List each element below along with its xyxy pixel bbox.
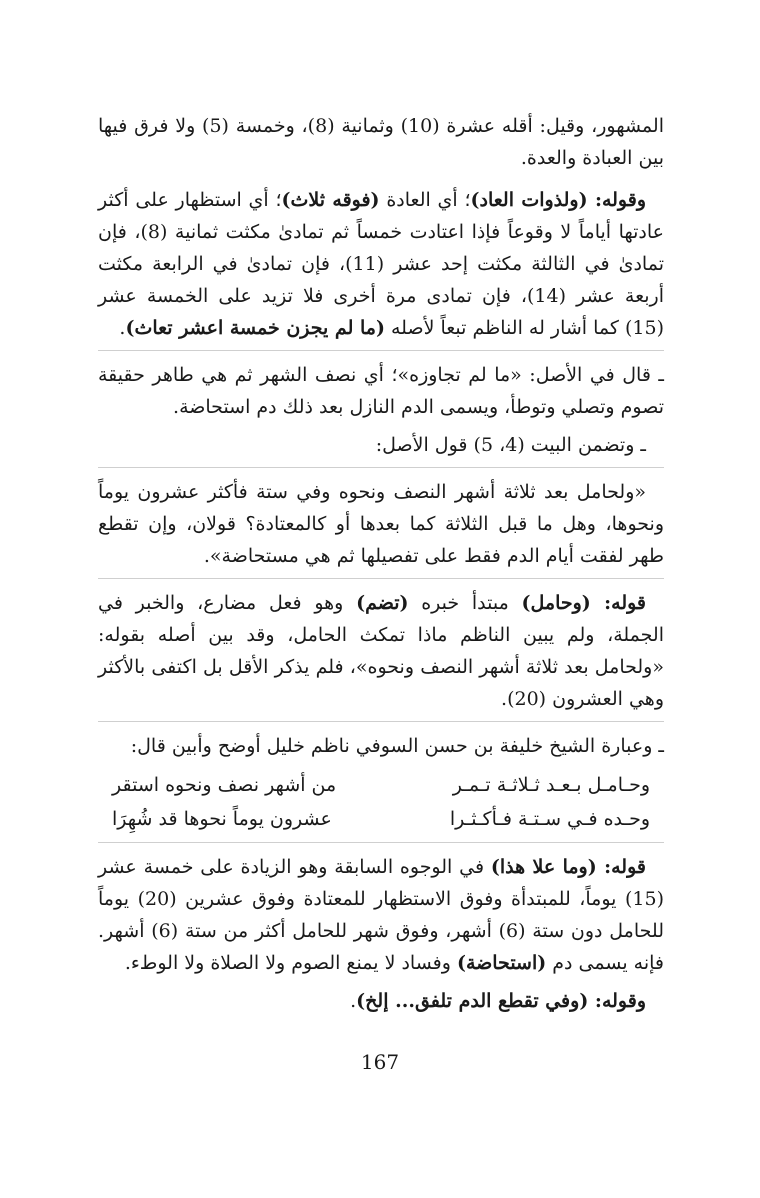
divider-3 <box>98 578 664 579</box>
paragraph-2-text-1: ؛ أي العادة <box>379 189 471 211</box>
paragraph-8-lead: قوله: <box>596 856 646 878</box>
paragraph-9-quote-1: (وفي تقطع الدم تلفق... إلخ) <box>356 990 589 1012</box>
verse-line-1-second-hemistich: من أشهر نصف ونحوه استقر <box>112 774 337 796</box>
paragraph-2-text-2: ؛ أي استظهار على أكثر عادتها أياماً لا وقوعاً فإذا اعتادت خمساً ثم تمادىٰ مكثت ثمانية (8)، فإن تمادىٰ في الثالثة مكثت إحد عشر (11)، فإن تمادىٰ في الرابعة مكثت أربعة عشر (14)، فإن تمادى مرة أخرى فلا تزيد على الخمسة عشر (15) كما أشار له الناظم تبعاً لأصله <box>98 189 664 339</box>
paragraph-5-text: «ولحامل بعد ثلاثة أشهر النصف ونحوه وفي ستة فأكثر عشرون يوماً ونحوها، وهل ما قبل الثلاثة كما بعدها أو كالمعتادة؟ قولان، وإن تقطع طهر لفقت أيام الدم فقط على تفصيلها ثم هي مستحاضة». <box>98 481 664 567</box>
paragraph-7 <box>98 730 664 762</box>
paragraph-3-text: ـ قال في الأصل: «ما لم تجاوزه»؛ أي نصف الشهر ثم هي طاهر حقيقة تصوم وتصلي وتوطأ، ويسمى الدم النازل بعد ذلك دم استحاضة. <box>98 364 664 418</box>
paragraph-8-text-2: وفساد لا يمنع الصوم ولا الصلاة ولا الوطء. <box>124 952 457 974</box>
paragraph-1 <box>98 110 664 174</box>
paragraph-9-text-1: . <box>350 990 357 1012</box>
paragraph-2-text-3: . <box>119 317 126 339</box>
paragraph-2-quote-2: (فوقه ثلاث) <box>281 189 380 211</box>
page-body <box>98 110 664 1023</box>
paragraph-8 <box>98 851 664 979</box>
paragraph-8-quote-2: (استحاضة) <box>456 952 547 974</box>
verse-line-2-second-hemistich: عشرون يوماً نحوها قد شُهِرَا <box>112 808 332 830</box>
divider-1 <box>98 350 664 351</box>
paragraph-2-quote-1: (ولذوات العاد) <box>470 189 588 211</box>
paragraph-4 <box>98 429 664 461</box>
paragraph-1-text: المشهور، وقيل: أقله عشرة (10) وثمانية (8)، وخمسة (5) ولا فرق فيها بين العبادة والعدة. <box>98 115 664 169</box>
verse-line-2 <box>98 802 664 836</box>
paragraph-2 <box>98 184 664 344</box>
verse-line-1 <box>98 768 664 802</box>
page-number: 167 <box>360 1050 400 1074</box>
paragraph-6-quote-1: (وحامل) <box>521 592 591 614</box>
paragraph-6-text-2: وهو فعل مضارع، والخبر في الجملة، ولم يبين الناظم ماذا تمكث الحامل، وقد بين أصله بقوله: «ولحامل بعد ثلاثة أشهر النصف ونحوه»، فلم يذكر الأقل بل اكتفى بالأكثر وهي العشرون (20). <box>98 592 664 710</box>
paragraph-7-text: ـ وعبارة الشيخ خليفة بن حسن السوفي ناظم خليل أوضح وأبين قال: <box>130 735 664 757</box>
paragraph-6-quote-2: (تضم) <box>356 592 409 614</box>
divider-5 <box>98 842 664 843</box>
paragraph-6 <box>98 587 664 715</box>
paragraph-6-text-1: مبتدأ خبره <box>408 592 522 614</box>
paragraph-9 <box>98 985 664 1017</box>
paragraph-3 <box>98 359 664 423</box>
paragraph-9-lead: وقوله: <box>588 990 646 1012</box>
paragraph-2-quote-3: (ما لم يجزن خمسة اعشر تعاث) <box>125 317 385 339</box>
paragraph-4-text: ـ وتضمن البيت (4، 5) قول الأصل: <box>375 434 646 456</box>
paragraph-2-lead: وقوله: <box>587 189 647 211</box>
paragraph-8-quote-1: (وما علا هذا) <box>490 856 597 878</box>
verse-line-1-first-hemistich: وحـامـل بـعـد ثـلاثـة تـمـر <box>452 774 650 796</box>
divider-4 <box>98 721 664 722</box>
divider-2 <box>98 467 664 468</box>
paragraph-5 <box>98 476 664 572</box>
paragraph-8-text-1: في الوجوه السابقة وهو الزيادة على خمسة عشر (15) يوماً، للمبتدأة وفوق الاستظهار للمعتادة وفوق عشرين (20) يوماً للحامل دون ستة (6) أشهر، وفوق شهر للحامل أكثر من ستة (6) أشهر. فإنه يسمى دم <box>98 856 664 974</box>
paragraph-6-lead: قوله: <box>590 592 647 614</box>
verse-line-2-first-hemistich: وحـده فـي سـتـة فـأكـثـرا <box>449 808 650 830</box>
